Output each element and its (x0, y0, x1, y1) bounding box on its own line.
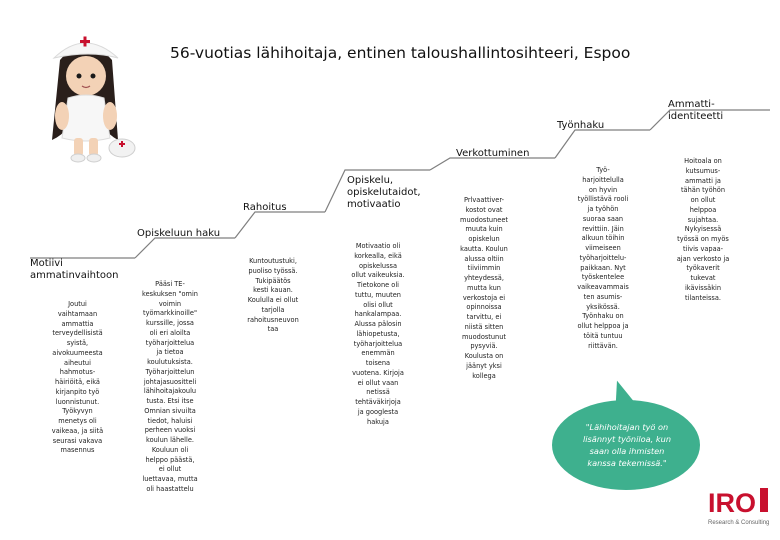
text-line: saan olla ihmisten (589, 445, 665, 456)
text-line: kirjanpito työ (55, 387, 100, 396)
text-line: ja työhön (587, 205, 619, 213)
text-line: Motivaatio oli (355, 242, 401, 250)
text-line: Omnian sivuilta (144, 406, 196, 415)
text-line: lähiopetusta, (356, 329, 400, 338)
text-line: hakuja (367, 417, 389, 426)
text-line: opiskelussa (358, 261, 398, 270)
text-line: työharjoittelua (145, 338, 195, 347)
text-line: seurasi vakava (52, 436, 103, 445)
text-line: Nykyisessä (684, 225, 722, 234)
column-rahoitus-text (225, 257, 321, 335)
text-line: suoraa saan (582, 214, 624, 223)
text-line: helppoa (689, 205, 717, 214)
text-line: hahmotus- (59, 368, 96, 377)
text-line: korkealla, eikä (354, 251, 402, 260)
text-line: työkaverit (686, 264, 720, 273)
column-verkottuminen-text (434, 196, 534, 381)
stage-tyonhaku: Työnhaku (557, 120, 605, 131)
text-line: tilanteissa. (685, 293, 721, 302)
svg-text:IRO: IRO (708, 488, 757, 518)
stair-step-6 (555, 130, 650, 158)
text-line: on hyvin (588, 185, 618, 194)
text-line: puoliso työssä. (248, 266, 298, 275)
text-line: aivokuumeesta (52, 348, 103, 357)
text-line: Tukipäätös (255, 276, 291, 285)
text-line: masennus (60, 446, 95, 455)
quote-text (566, 422, 688, 470)
text-line: tuttu, muuten (355, 290, 401, 299)
text-line: keskuksen "omin (142, 289, 198, 298)
text-line: ollut helppoa ja (577, 322, 629, 330)
text-line: työharjoittelua (353, 339, 403, 348)
text-line: vuotena. Kirjoja (352, 368, 404, 377)
text-line: oli haastattelu (146, 484, 194, 493)
text-line: lisännyt työniloa, kun (582, 433, 672, 444)
text-line: niistä sitten (464, 322, 504, 331)
text-line: tiedot, haluisi (147, 416, 193, 425)
text-line: alkuun töihin (581, 234, 625, 243)
text-line: Työharjoittelun (145, 367, 195, 376)
text-line: Koululla ei ollut (247, 296, 299, 304)
text-line: työmarkkinoille" (143, 309, 197, 318)
text-line: muodostunut (462, 332, 506, 341)
text-line: harjoittelulla (582, 175, 624, 184)
text-line: Työkyvyn (62, 407, 93, 416)
text-line: riittävän. (588, 341, 618, 350)
text-line: mutta kun (467, 283, 501, 292)
text-line: Kuntoutustuki, (249, 257, 297, 265)
text-line: ei ollut vaan (357, 378, 399, 387)
text-line: taa (267, 325, 279, 334)
text-line: alussa oltiin (464, 254, 504, 263)
text-line: työssä on myös (677, 235, 729, 243)
text-line: tiiviimmin (467, 264, 501, 273)
stair-step-2 (135, 238, 235, 258)
text-line: opiskelun (468, 235, 500, 243)
text-line: tehtäväkirjoja (355, 398, 401, 406)
text-line: johtajasuositteli (143, 377, 197, 386)
text-line: Hoitoala on (684, 157, 722, 165)
text-line: tukevat (690, 274, 716, 282)
text-line: kanssa tekemissä." (587, 457, 667, 468)
text-line: menetys oli (58, 417, 97, 425)
nurse-doll-image (30, 20, 140, 170)
column-motiivi-text (30, 300, 125, 456)
text-line: yksikössä. (586, 302, 620, 311)
text-line: Alussa pälosin (354, 320, 402, 328)
text-line: koulutuksista. (147, 358, 193, 366)
text-line: jäänyt yksi (466, 361, 502, 370)
text-line: Työ- (596, 166, 610, 174)
text-line: vaihtamaan (57, 309, 98, 318)
text-line: aiheutui (64, 358, 91, 367)
column-tyonhaku-text (548, 166, 658, 351)
text-line: enemmän (361, 349, 395, 358)
text-line: voimin (158, 299, 182, 308)
text-line: Koulusta on (464, 352, 504, 360)
text-line: työskentelee (581, 273, 625, 282)
text-line: "Lähihoitajan työ on (585, 422, 669, 432)
text-line: perheen vuoksi (144, 426, 196, 435)
text-line: netissä (366, 388, 390, 397)
text-line: luonnistunut. (55, 397, 100, 406)
text-line: töitä tuntuu (583, 331, 623, 340)
text-line: luettavaa, mutta (142, 475, 198, 483)
text-line: pysyviä. (470, 342, 498, 351)
text-line: kutsumus- (685, 166, 721, 175)
text-line: on ollut (690, 196, 716, 204)
text-line: paikkaan. Nyt (580, 263, 626, 272)
text-line: Tietokone oli (357, 281, 399, 289)
text-line: terveydellisistä (52, 329, 103, 338)
column-opiskeluun-haku-text (120, 280, 220, 495)
stage-ammatti-identiteetti: Ammatti- identiteetti (668, 99, 724, 122)
text-line: Joutui (68, 300, 87, 308)
text-line: syistä, (66, 339, 89, 347)
text-line: yhteydessä, (464, 274, 504, 282)
stage-rahoitus: Rahoitus (243, 202, 287, 213)
text-line: lähihoitajakoulu (143, 387, 197, 396)
text-line: Työnhaku on (582, 312, 624, 321)
text-line: tusta. Etsi itse (146, 397, 194, 405)
text-line: tarjolla (261, 305, 285, 314)
stage-opiskelu: Opiskelu, opiskelutaidot, motivaatio (347, 175, 421, 210)
stage-opiskeluun-haku: Opiskeluun haku (137, 228, 221, 239)
text-line: Pääsi TE- (155, 280, 185, 288)
text-line: oli eri aloilta (149, 328, 191, 337)
text-line: ja googlesta (357, 407, 399, 416)
text-line: kautta. Koulun (460, 244, 508, 253)
svg-text:Research & Consulting: Research & Consulting (708, 520, 770, 526)
text-line: kollega (472, 371, 496, 380)
text-line: ten asumis- (583, 292, 623, 301)
text-line: toisena (365, 359, 391, 367)
column-opiskelu-text (330, 242, 426, 427)
text-line: tarvittu, ei (466, 313, 502, 321)
text-line: viimeiseen (585, 244, 621, 252)
stage-verkottuminen: Verkottuminen (456, 148, 530, 159)
text-line: ammattia (61, 319, 94, 328)
text-line: vaikeavammais (577, 283, 629, 291)
text-line: kostot ovat (465, 205, 503, 214)
text-line: sujahtaa. (687, 215, 719, 224)
text-line: ikävissäkin (684, 283, 722, 292)
text-line: vaikeaa, ja siitä (51, 426, 104, 435)
page-title: 56-vuotias lähihoitaja, entinen taloushallintosihteeri, Espoo (170, 44, 631, 62)
text-line: ei ollut (158, 465, 182, 474)
text-line: verkostoja ei (462, 293, 506, 302)
text-line: häiriöitä, eikä (55, 378, 100, 386)
text-line: rahoitusneuvon (247, 315, 299, 324)
text-line: muodostuneet (460, 215, 508, 224)
stage-motiivi: Motiivi ammatinvaihtoon (30, 258, 119, 281)
text-line: ammatti ja (685, 176, 721, 185)
iro-logo (706, 482, 770, 528)
text-line: Kouluun oli (151, 445, 189, 454)
text-line: tähän työhön (680, 186, 726, 195)
text-line: revittiin. Jäin (582, 224, 624, 233)
text-line: ajan verkosto ja (676, 254, 730, 263)
text-line: helppo päästä, (145, 455, 195, 464)
text-line: koulun lähelle. (145, 436, 194, 444)
text-line: työharjoittelu- (579, 253, 627, 262)
text-line: tiivis vapaa- (682, 244, 724, 253)
text-line: hankalampaa. (354, 310, 402, 319)
text-line: ollut vaikeuksia. (351, 271, 405, 280)
text-line: ja tietoa (156, 348, 184, 357)
text-line: kesti kauan. (253, 286, 293, 295)
text-line: työllistävä rooli (577, 195, 629, 204)
text-line: Prlvaattiver- (463, 196, 505, 204)
column-ammatti-identiteetti-text (655, 157, 751, 303)
text-line: opinnoissa (466, 303, 502, 312)
text-line: muuta kuin (465, 225, 503, 234)
stair-step-3 (235, 212, 325, 238)
text-line: kurssille, jossa (146, 319, 194, 327)
text-line: olisi ollut (363, 300, 393, 309)
